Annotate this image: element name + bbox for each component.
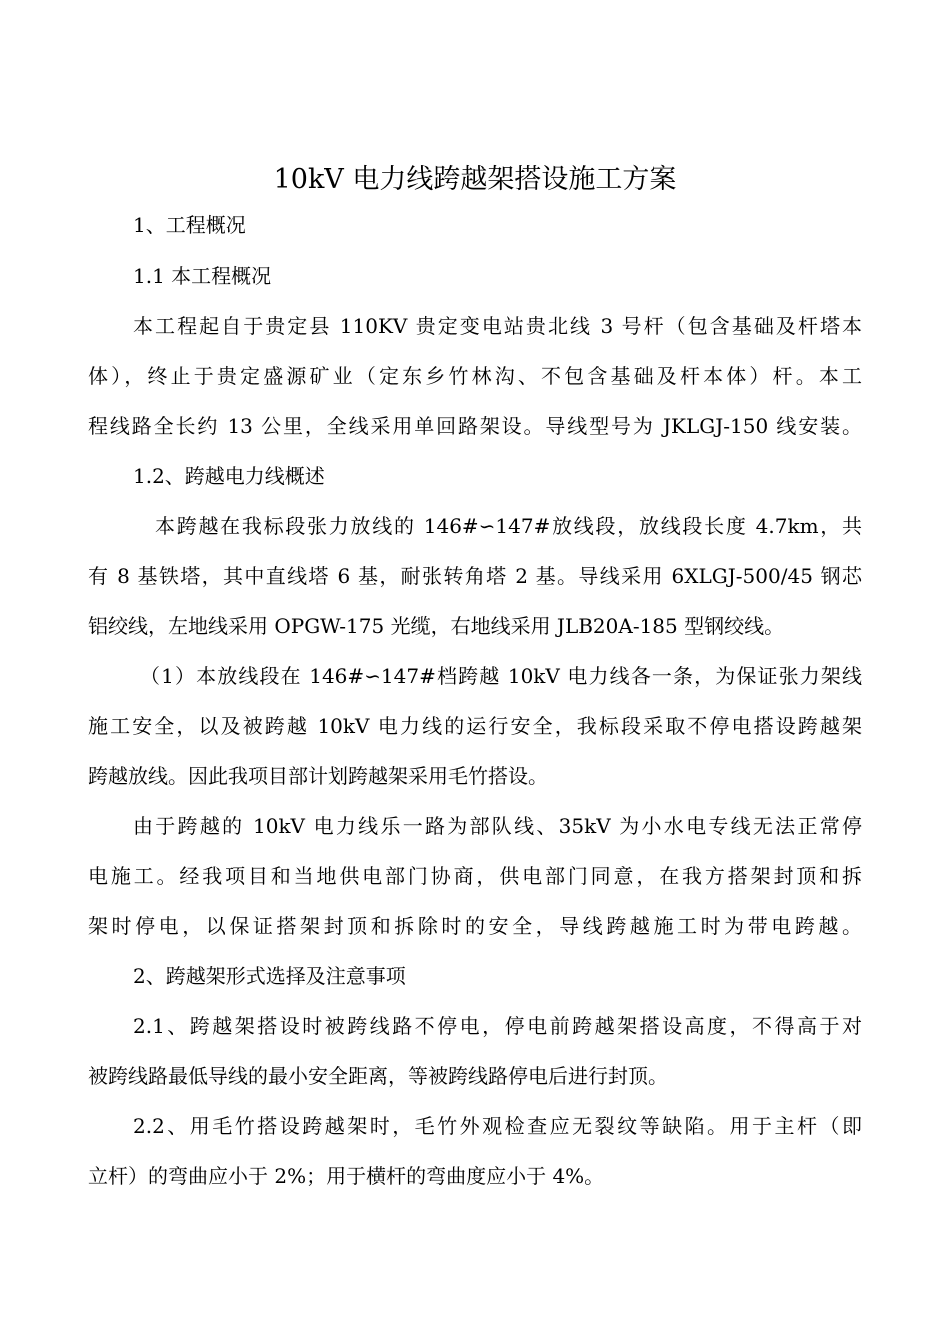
section-1-heading: 1、工程概况 xyxy=(133,213,246,237)
paragraph-1-line-2: 体），终止于贵定盛源矿业（定东乡竹林沟、不包含基础及杆本体）杆。本工 xyxy=(88,364,862,388)
paragraph-3-line-3: 跨越放线。因此我项目部计划跨越架采用毛竹搭设。 xyxy=(88,764,548,788)
paragraph-1-line-1: 本工程起自于贵定县 110KV 贵定变电站贵北线 3 号杆（包含基础及杆塔本 xyxy=(133,314,862,338)
section-1-1-heading: 1.1 本工程概况 xyxy=(133,264,272,288)
paragraph-4-line-3: 架时停电，以保证搭架封顶和拆除时的安全，导线跨越施工时为带电跨越。 xyxy=(88,914,862,938)
section-1-2-heading: 1.2、跨越电力线概述 xyxy=(133,464,325,488)
paragraph-2-line-3: 铝绞线，左地线采用 OPGW-175 光缆，右地线采用 JLB20A-185 型钢绞线。 xyxy=(88,614,785,638)
paragraph-4-line-1: 由于跨越的 10kV 电力线乐一路为部队线、35kV 为小水电专线无法正常停 xyxy=(133,814,862,838)
paragraph-1-line-3: 程线路全长约 13 公里，全线采用单回路架设。导线型号为 JKLGJ-150 线安装。 xyxy=(88,414,862,438)
paragraph-3-line-2: 施工安全，以及被跨越 10kV 电力线的运行安全，我标段采取不停电搭设跨越架 xyxy=(88,714,862,738)
paragraph-5-line-2: 被跨线路最低导线的最小安全距离，等被跨线路停电后进行封顶。 xyxy=(88,1064,668,1088)
paragraph-3-line-1: （1）本放线段在 146#∽147#档跨越 10kV 电力线各一条，为保证张力架线 xyxy=(140,664,862,688)
paragraph-4-line-2: 电施工。经我项目和当地供电部门协商，供电部门同意，在我方搭架封顶和拆 xyxy=(88,864,862,888)
paragraph-2-line-2: 有 8 基铁塔，其中直线塔 6 基，耐张转角塔 2 基。导线采用 6XLGJ-500/45 钢芯 xyxy=(88,564,862,588)
section-2-heading: 2、跨越架形式选择及注意事项 xyxy=(133,964,406,988)
paragraph-6-line-1: 2.2、用毛竹搭设跨越架时，毛竹外观检查应无裂纹等缺陷。用于主杆（即 xyxy=(133,1114,862,1138)
paragraph-2-line-1: 本跨越在我标段张力放线的 146#∽147#放线段，放线段长度 4.7km，共 xyxy=(155,514,862,538)
document-title: 10kV 电力线跨越架搭设施工方案 xyxy=(273,164,677,195)
paragraph-5-line-1: 2.1、跨越架搭设时被跨线路不停电，停电前跨越架搭设高度，不得高于对 xyxy=(133,1014,862,1038)
paragraph-6-line-2: 立杆）的弯曲应小于 2%；用于横杆的弯曲度应小于 4%。 xyxy=(88,1164,605,1188)
